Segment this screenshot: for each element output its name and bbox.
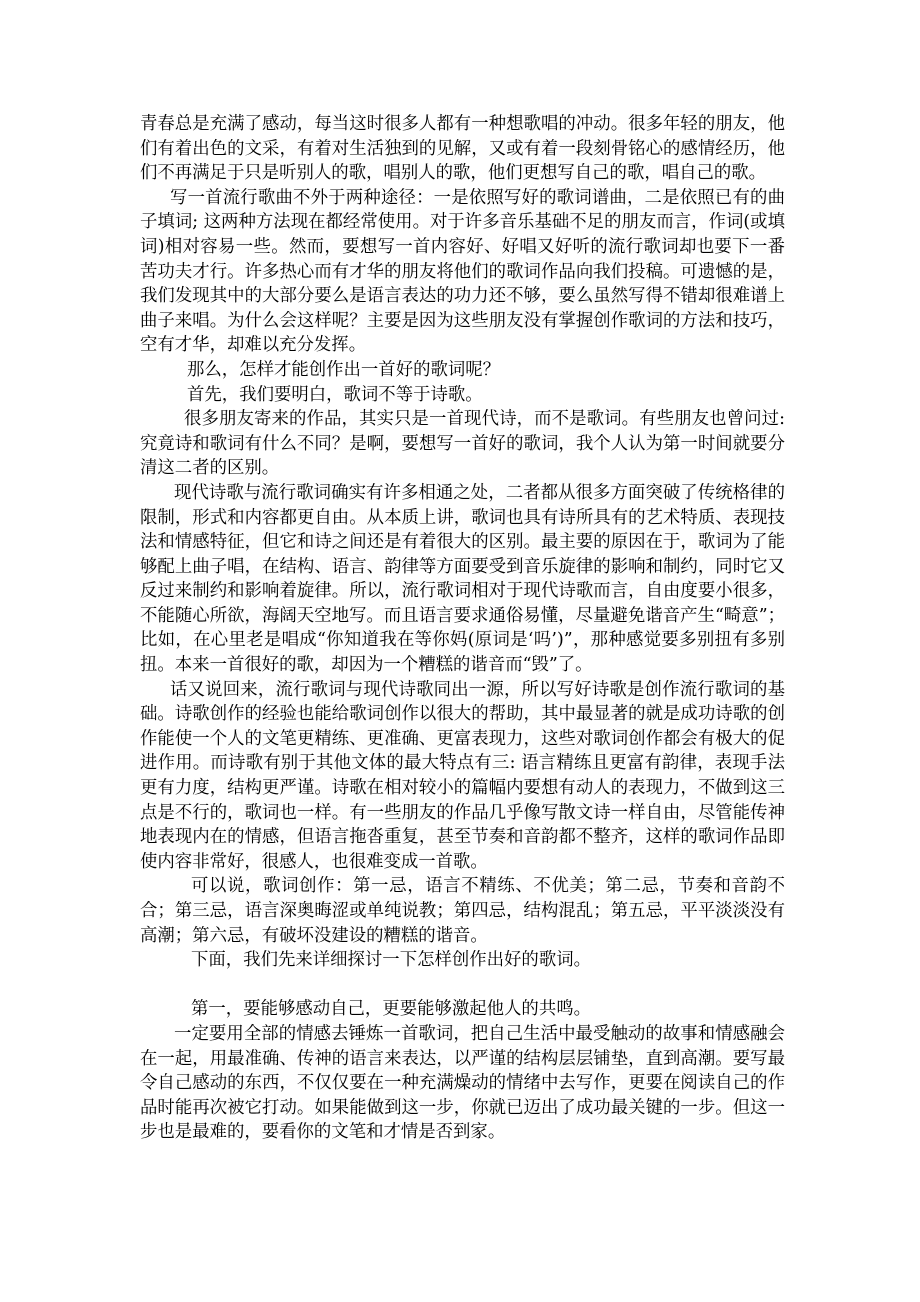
paragraph-question: 那么，怎样才能创作出一首好的歌词呢？ — [187, 359, 501, 380]
paragraph-first-point: 首先，我们要明白，歌词不等于诗歌。 — [187, 384, 483, 405]
document-body — [140, 112, 785, 1145]
section-heading-first: 第一，要能够感动自己，更要能够激起他人的共鸣。 — [191, 999, 591, 1020]
paragraph-six-taboos: 可以说，歌词创作：第一忌，语言不精练、不优美；第二忌，节奏和音韵不合；第三忌，语言深奥晦涩或单纯说教；第四忌，结构混乱；第五忌，平平淡淡没有高潮；第六忌，有破坏没建设的糟糕的谐音。 — [140, 876, 785, 946]
paragraph-two-methods: 写一首流行歌曲不外于两种途径：一是依照写好的歌词谱曲，二是依照已有的曲子填词; 这两种方法现在都经常使用。对于许多音乐基础不足的朋友而言，作词(或填词)相对容易一些。然而，要想写一首内容好、好唱又好听的流行歌词却也要下一番苦功夫才行。许多热心而有才华的朋友将他们的歌词作品向我们投稿。可遗憾的是，我们发现其中的大部分要么是语言表达的功力还不够，要么虽然写得不错却很难谱上曲子来唱。为什么会这样呢？主要是因为这些朋友没有掌握创作歌词的方法和技巧，空有才华，却难以充分发挥。 — [140, 187, 785, 356]
blank-line — [140, 973, 785, 998]
paragraph-emotion: 一定要用全部的情感去锤炼一首歌词，把自己生活中最受触动的故事和情感融会在一起，用最准确、传神的语言来表达，以严谨的结构层层铺垫，直到高潮。要写最令自己感动的东西，不仅仅要在一种充满燥动的情绪中去写作，更要在阅读自己的作品时能再次被它打动。如果能做到这一步，你就已迈出了成功最关键的一步。但这一步也是最难的，要看你的文笔和才情是否到家。 — [140, 1023, 785, 1143]
paragraph-next-discussion: 下面，我们先来详细探讨一下怎样创作出好的歌词。 — [191, 950, 591, 971]
paragraph-poem-vs-lyrics: 很多朋友寄来的作品，其实只是一首现代诗，而不是歌词。有些朋友也曾问过: 究竟诗和歌词有什么不同？是啊，要想写一首好的歌词，我个人认为第一时间就要分清这二者的区别。 — [140, 409, 785, 479]
paragraph-common-source: 话又说回来，流行歌词与现代诗歌同出一源，所以写好诗歌是创作流行歌词的基础。诗歌创作的经验也能给歌词创作以很大的帮助，其中最显著的就是成功诗歌的创作能使一个人的文笔更精练、更准确、更富表现力，这些对歌词创作都会有极大的促进作用。而诗歌有别于其他文体的最大特点有三: 语言精练且更富有韵律，表现手法更有力度，结构更严谨。诗歌在相对较小的篇幅内要想有动人的表现力，不做到这三点是不行的，歌词也一样。有一些朋友的作品几乎像写散文诗一样自由，尽管能传神地表现内在的情感，但语言拖沓重复，甚至节奏和音韵都不整齐，这样的歌词作品即使内容非常好，很感人，也很难变成一首歌。 — [140, 679, 785, 872]
paragraph-modern-poetry: 现代诗歌与流行歌词确实有许多相通之处，二者都从很多方面突破了传统格律的限制，形式和内容都更自由。从本质上讲，歌词也具有诗所具有的艺术特质、表现技法和情感特征，但它和诗之间还是有着很大的区别。最主要的原因在于，歌词为了能够配上曲子唱，在结构、语言、韵律等方面要受到音乐旋律的影响和制约，同时它又反过来制约和影响着旋律。所以，流行歌词相对于现代诗歌而言，自由度要小很多，不能随心所欲，海阔天空地写。而且语言要求通俗易懂，尽量避免谐音产生“畸意”；比如，在心里老是唱成“你知道我在等你妈(原词是‘吗’)”，那种感觉要多别扭有多别扭。本来一首很好的歌，却因为一个糟糕的谐音而“毁”了。 — [140, 482, 785, 676]
paragraph-intro: 青春总是充满了感动，每当这时很多人都有一种想歌唱的冲动。很多年轻的朋友，他们有着出色的文采，有着对生活独到的见解，又或有着一段刻骨铭心的感情经历，他们不再满足于只是听别人的歌，唱别人的歌，他们更想写自己的歌，唱自己的歌。 — [140, 114, 785, 184]
